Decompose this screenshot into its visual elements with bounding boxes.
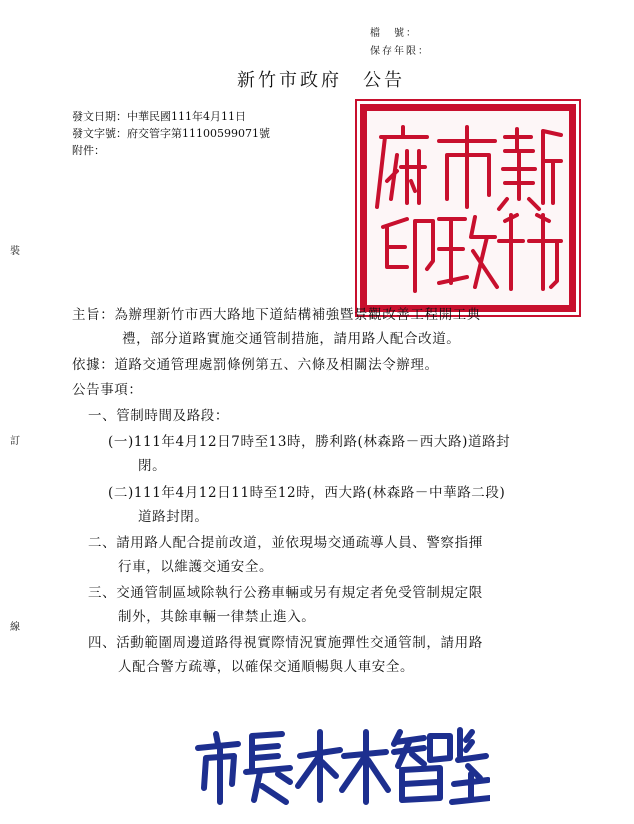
- document-number-label: 發文字號：: [72, 127, 127, 140]
- subject-text-1: 為辦理新竹市西大路地下道結構補強暨景觀改善工程開工典: [114, 307, 481, 323]
- document-number: [72, 125, 270, 141]
- basis-label: 依據：: [72, 357, 115, 373]
- subject-text-2: 禮，部分道路實施交通管制措施，請用路人配合改道。: [122, 331, 461, 347]
- item-1a-number: (一): [108, 434, 134, 450]
- page-title: 新竹市政府 公告: [237, 70, 405, 91]
- basis-text: 道路交通管理處罰條例第五、六條及相關法令辦理。: [114, 357, 439, 373]
- item-1: [88, 404, 229, 428]
- seal-glyphs: [367, 111, 569, 305]
- item-1b-number: (二): [108, 485, 134, 501]
- item-4-text-1: 活動範圍周邊道路得視實際情況實施彈性交通管制，請用路: [116, 635, 483, 651]
- issue-date-value: 中華民國111年4月11日: [127, 110, 246, 123]
- retention-label: 保存年限：: [370, 46, 430, 57]
- official-seal: [360, 104, 576, 312]
- binding-mark-xian: 線: [10, 622, 20, 633]
- item-2-line-1: [88, 531, 483, 555]
- item-4-line-1: [88, 631, 483, 655]
- item-3-line-1: [88, 581, 483, 605]
- attachment-label: 附件：: [72, 144, 105, 157]
- item-1a-text-2: 閉。: [138, 458, 167, 474]
- item-3-number: 三、: [88, 585, 117, 601]
- basis: [72, 353, 439, 377]
- item-3-text-1: 交通管制區域除執行公務車輛或另有規定者免受管制規定限: [116, 585, 483, 601]
- notice-label: 公告事項：: [72, 382, 143, 398]
- item-3-text-2: 制外，其餘車輛一律禁止進入。: [118, 609, 316, 625]
- binding-mark-zhuang: 裝: [10, 246, 20, 257]
- subject-line-1: [72, 303, 481, 327]
- item-2-number: 二、: [88, 535, 117, 551]
- issue-date: [72, 108, 246, 124]
- item-4-number: 四、: [88, 635, 117, 651]
- item-2-text-1: 請用路人配合提前改道，並依現場交通疏導人員、警察指揮: [116, 535, 483, 551]
- item-1-text: 管制時間及路段：: [116, 408, 230, 424]
- issue-date-label: 發文日期：: [72, 110, 127, 123]
- subject-label: 主旨：: [72, 307, 115, 323]
- item-1a-text-1: 111年4月12日7時至13時，勝利路(林森路－西大路)道路封: [133, 434, 511, 450]
- item-4-text-2: 人配合警方疏導，以確保交通順暢與人車安全。: [118, 659, 415, 675]
- item-1b-text-2: 道路封閉。: [138, 509, 209, 525]
- item-1b-line-1: [108, 481, 505, 505]
- item-1-number: 一、: [88, 408, 117, 424]
- item-2-text-2: 行車，以維護交通安全。: [118, 559, 274, 575]
- file-number-label: 檔 號：: [370, 28, 418, 39]
- binding-mark-ding: 訂: [10, 436, 20, 447]
- item-1b-text-1: 111年4月12日11時至12時，西大路(林森路－中華路二段): [133, 485, 506, 501]
- mayor-signature: [190, 726, 490, 806]
- document-number-value: 府交管字第11100599071號: [127, 127, 270, 140]
- item-1a-line-1: [108, 430, 510, 454]
